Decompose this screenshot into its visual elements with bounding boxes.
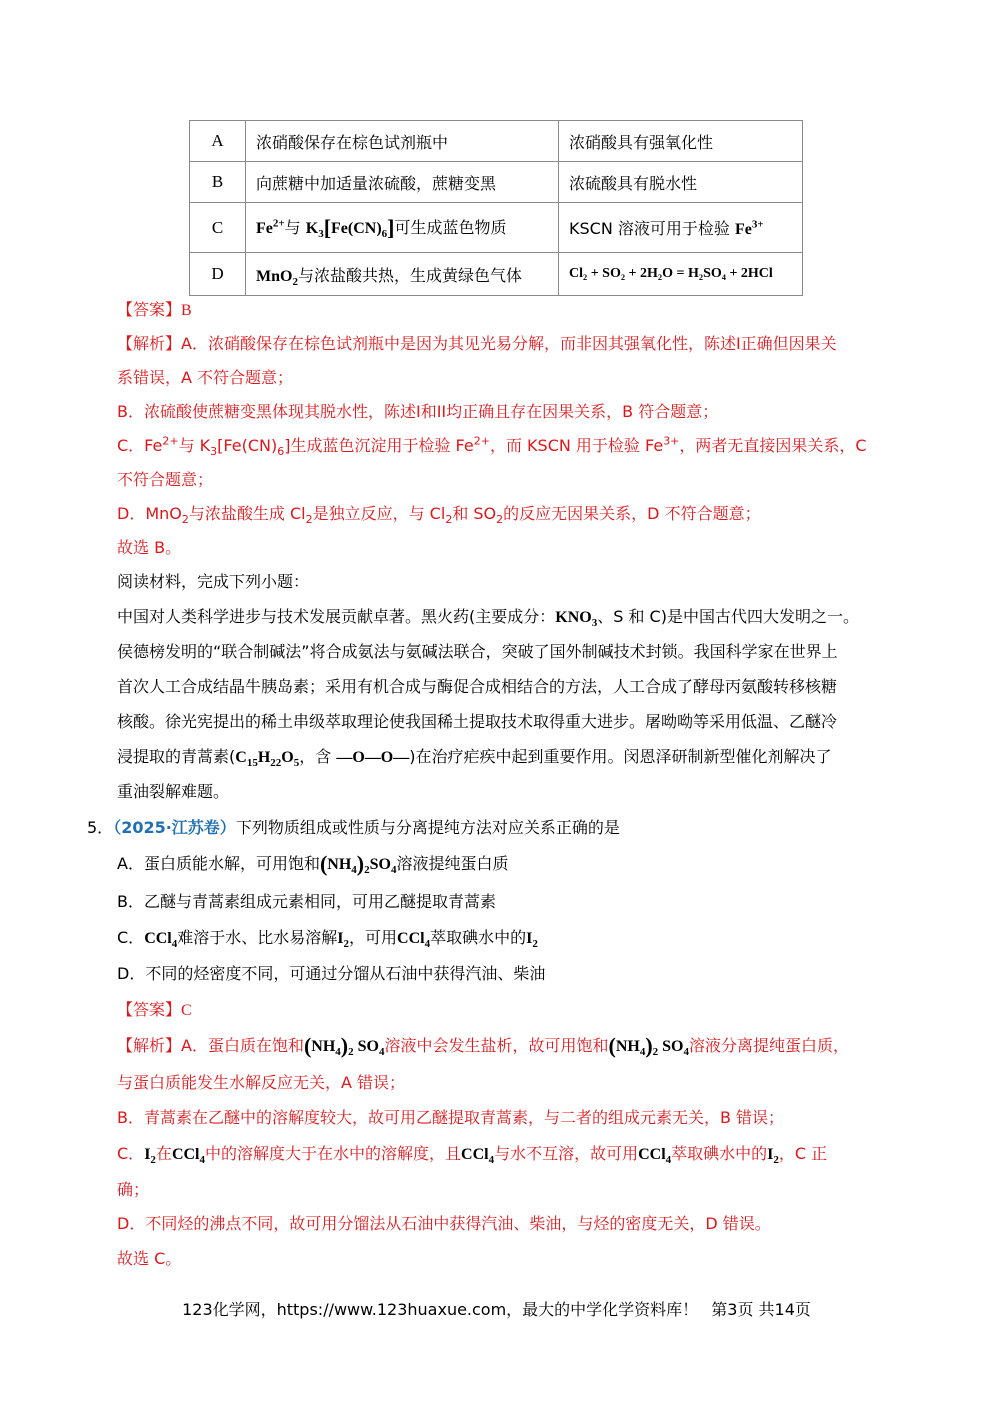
formula-fe2: $Fe^{2+}$: [256, 217, 285, 237]
analysis-c-line2: 确；: [117, 1180, 150, 1199]
formula-fe3: $Fe^{3+}$: [734, 218, 764, 238]
statement-2: KSCN 溶液可用于检验 $Fe^{3+}$: [559, 203, 803, 253]
analysis-a-line2: 系错误，A 不符合题意；: [117, 368, 294, 387]
answer-line: 【答案】C: [117, 1000, 192, 1019]
analysis-b-line: B．浓硫酸使蔗糖变黑体现其脱水性，陈述I和II均正确且存在因果关系，B 符合题意；: [117, 402, 719, 421]
formula-k3fecn6: $K_3[Fe(CN)_6]$: [305, 214, 395, 240]
reading-intro: 阅读材料，完成下列小题：: [117, 572, 310, 591]
analysis-d-line: D．MnO$_2$与浓盐酸生成 $Cl_2$是独立反应，与 $Cl_2$和 $SO_2$的反应无因果关系，D 不符合题意；: [117, 504, 761, 527]
analysis-c-line1: C．$Fe^{2+}$与 $K_3[Fe(CN)_6]$生成蓝色沉淀用于检验 $Fe^{2+}$，而 KSCN 用于检验 $Fe^{3+}$，两者无直接因果关系，C: [117, 434, 867, 459]
row-label: B: [190, 162, 246, 203]
reading-line-5: 浸提取的青蒿素($C_{15}H_{22}O_5$，含 —O—O—)在治疗疟疾中起到重要作用。闵恩泽研制新型催化剂解决了: [117, 747, 832, 770]
formula-nh4-2so4: $(NH_4)_2SO_4$: [319, 851, 397, 877]
row-label: D: [190, 253, 246, 296]
choose-line: 故选 B。: [117, 538, 182, 557]
analysis-a-line1: 【解析】A．浓硝酸保存在棕色试剂瓶中是因为其见光易分解，而非因其强氧化性，陈述I正确但因果关: [117, 334, 837, 353]
reading-line-1: 中国对人类科学进步与技术发展贡献卓著。黑火药(主要成分：$KNO_3$、S 和 C)是中国古代四大发明之一。: [117, 607, 859, 630]
analysis-d-line: D．不同烃的沸点不同，故可用分馏法从石油中获得汽油、柴油，与烃的密度无关，D 错误。: [117, 1214, 771, 1233]
reading-line-6: 重油裂解难题。: [117, 782, 230, 801]
question-5-stem: 5．（2025·江苏卷）下列物质组成或性质与分离提纯方法对应关系正确的是: [87, 818, 620, 837]
analysis-c-line2: 不符合题意；: [117, 470, 214, 489]
reading-line-3: 首次人工合成结晶牛胰岛素；采用有机合成与酶促合成相结合的方法，人工合成了酵母丙氨酸转移核糖: [117, 677, 838, 696]
table-row: [190, 162, 803, 203]
statement-1: $Fe^{2+}$与 $K_3[Fe(CN)_6]$可生成蓝色物质: [246, 203, 559, 253]
choose-line: 故选 C。: [117, 1249, 182, 1268]
page-footer: [0, 1297, 993, 1320]
answer-line: 【答案】B: [117, 300, 192, 319]
table-row: [190, 203, 803, 253]
statement-2: 浓硫酸具有脱水性: [559, 162, 803, 203]
statement-1: MnO$_2$与浓盐酸共热，生成黄绿色气体: [246, 253, 559, 296]
formula-artemisinin: $C_{15}H_{22}O_5$: [235, 749, 300, 770]
formula-mno2: MnO$_2$: [256, 267, 298, 288]
reading-line-4: 核酸。徐光宪提出的稀土串级萃取理论使我国稀土提取技术取得重大进步。屠呦呦等采用低温、乙醚冷: [117, 712, 838, 731]
row-label: A: [190, 121, 246, 162]
formula-kno3: $KNO_3$: [555, 609, 598, 630]
analysis-c-line1: C．$I_2$在CCl$_4$中的溶解度大于在水中的溶解度，且CCl$_4$与水不互溶，故可用CCl$_4$萃取碘水中的$I_2$，C 正: [117, 1144, 828, 1167]
footer-page-number: 第3页 共14页: [711, 1300, 811, 1319]
option-d: D．不同的烃密度不同，可通过分馏从石油中获得汽油、柴油: [117, 964, 546, 983]
row-label: C: [190, 203, 246, 253]
statement-2: 浓硝酸具有强氧化性: [559, 121, 803, 162]
statement-2-equation: Cl₂ + SO₂ + 2H₂O = H₂SO₄ + 2HCl: [559, 253, 803, 296]
question-source: （2025·江苏卷）: [113, 818, 236, 837]
analysis-b-line: B．青蒿素在乙醚中的溶解度较大，故可用乙醚提取青蒿素，与二者的组成元素无关，B 错误；: [117, 1108, 785, 1127]
statement-1: 向蔗糖中加适量浓硫酸，蔗糖变黑: [246, 162, 559, 203]
footer-site: 123化学网，https://www.123huaxue.com，最大的中学化学资料库！: [182, 1300, 699, 1319]
peroxide-bond-symbol: —O—O—: [336, 749, 410, 766]
comparison-table: [189, 120, 803, 296]
analysis-a-line1: 【解析】A．蛋白质在饱和$(NH_4)_2$ $SO_4$溶液中会发生盐析，故可用饱和$(NH_4)_2$ $SO_4$溶液分离提纯蛋白质，: [117, 1033, 849, 1059]
answer-value: B: [181, 302, 192, 319]
reading-line-2: 侯德榜发明的“联合制碱法”将合成氨法与氨碱法联合，突破了国外制碱技术封锁。我国科学家在世界上: [117, 642, 838, 661]
option-a: A．蛋白质能水解，可用饱和$(NH_4)_2SO_4$溶液提纯蛋白质: [117, 851, 509, 877]
analysis-a-line2: 与蛋白质能发生水解反应无关，A 错误；: [117, 1073, 406, 1092]
table-row: [190, 253, 803, 296]
option-b: B．乙醚与青蒿素组成元素相同，可用乙醚提取青蒿素: [117, 892, 496, 911]
table-row: [190, 121, 803, 162]
statement-1: 浓硝酸保存在棕色试剂瓶中: [246, 121, 559, 162]
option-c: C．CCl$_4$难溶于水、比水易溶解$I_2$，可用CCl$_4$萃取碘水中的$I_2$: [117, 928, 538, 951]
answer-value: C: [181, 1002, 192, 1019]
